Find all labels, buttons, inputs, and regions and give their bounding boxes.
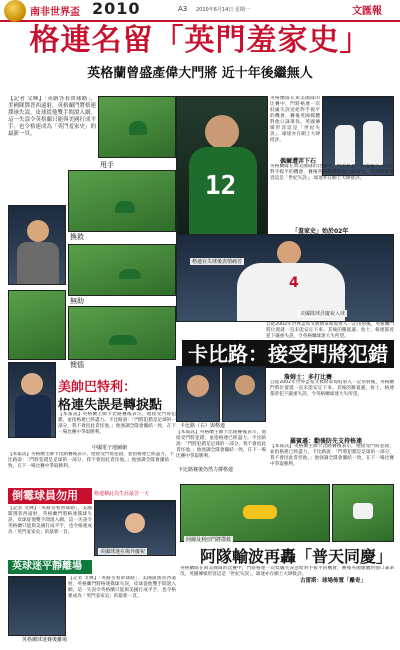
field-photo bbox=[8, 290, 66, 360]
match-photo-right bbox=[332, 484, 394, 542]
fan-face-icon bbox=[125, 513, 145, 533]
celebration-photo bbox=[176, 234, 394, 322]
right-block-text: 英格蘭隊在與美國隊的比賽中，門將格連一次低級失誤送給對手扳平的機會，賽後英國媒體對他口誅筆伐。英國傳媒形容這是「世紀失誤」，球迷亦在網上大肆批評。 bbox=[270, 164, 394, 181]
newspaper-brand: 文匯報 bbox=[352, 6, 382, 17]
player-figure-icon bbox=[335, 125, 355, 165]
celebration-caption: 美國隊球員慶祝入球 bbox=[300, 311, 346, 317]
coach-photo bbox=[8, 362, 56, 438]
right-column-text-3: 【本報訊】英格蘭主帥卡比路賽後表示，他接受門將犯錯，並指格連已經盡力。卡比路說：「門將犯錯是足球的一部分，我不會因此責怪他。」他強調全隊會團結一致，在下一場比賽中爭取勝利。 bbox=[270, 444, 394, 467]
subheadline: 英格蘭曾盛產偉大門將 近十年後繼無人 bbox=[87, 66, 313, 81]
mid-banner: 羅賓遜：勸後防先支持格連 bbox=[290, 438, 363, 445]
headline-2: 卡比路：接受門將犯錯 bbox=[188, 342, 388, 366]
sequence-caption-4: 懊惱 bbox=[70, 361, 84, 369]
section-year: 2010 bbox=[92, 0, 141, 18]
page-number: A3 bbox=[178, 5, 188, 13]
right-column-text-2: 自從2002年世界盃希文被朗拿甸奴射入一記吊射後，英格蘭門將位置就一直未能安定下來。其後的羅賓遜、詹士、格連都曾犯下嚴重失誤，令英格蘭球迷大失所望。 bbox=[270, 380, 394, 397]
right-column-text: 英格蘭隊在與美國隊的比賽中，門將格連一次低級失誤送給對手扳平的機會，賽後英國媒體對他口誅筆伐。英國傳媒形容這是「世紀失誤」，球迷亦在網上大肆批評。 bbox=[270, 96, 320, 143]
keeper-portrait-photo bbox=[8, 205, 66, 285]
left-middle-text: 【本報訊】英格蘭主帥卡比路賽後表示，他接受門將犯錯，並指格連已經盡力。卡比路說：「門將犯錯是足球的一部分，我不會因此責怪他。」他強調全隊會團結一致，在下一場比賽中爭取勝利。 bbox=[8, 452, 174, 469]
capello-caption-1: 卡比路（右）與格連 bbox=[180, 423, 226, 429]
right-section-text: 自從2002年世界盃希文被朗拿甸奴射入一記吊射後，英格蘭門將位置就一直未能安定下來。其後的羅賓遜、詹士、格連都曾犯下嚴重失誤，令英格蘭球迷大失所望。 bbox=[266, 322, 394, 339]
keeper-head-icon bbox=[205, 115, 239, 149]
headline-2-band bbox=[182, 340, 394, 368]
jersey-icon bbox=[17, 242, 59, 285]
bottom-photo-caption: 阿爾及利亞門將撲救 bbox=[186, 537, 232, 543]
capello-photo bbox=[176, 366, 220, 422]
fans-caption: 英格蘭球迷賽後離場 bbox=[22, 637, 68, 643]
red-banner-side: 格連稱此為生涯最苦一天 bbox=[94, 491, 150, 497]
player-number: 4 bbox=[289, 275, 299, 291]
red-banner-text: 【記者 文輝】「英路答看帶球路」，美國隊鄧普西遠射，英格蘭門將格連撲球失誤，皮球從他雙手間滾入網。這一失誤令英格蘭只能與美國打成平手，也令格連成為「英門羞家史」的最新一頁。 bbox=[8, 506, 92, 535]
fans-photo bbox=[8, 576, 66, 636]
sequence-photo-3 bbox=[68, 244, 176, 296]
keeper-dive-icon bbox=[243, 505, 277, 519]
red-banner: 倒霉球員勿用 bbox=[8, 488, 92, 504]
right-subtitle-2: 詹姆士：多打比賽 bbox=[284, 374, 333, 381]
capello-face-icon bbox=[187, 375, 209, 397]
capello-photo-2 bbox=[222, 366, 266, 422]
keeper-figure-icon bbox=[109, 335, 137, 345]
world-cup-logo-icon bbox=[4, 0, 26, 22]
sequence-caption-1: 甩手 bbox=[100, 161, 114, 169]
sequence-photo-4 bbox=[68, 306, 176, 360]
mid-photo-caption: 格連在失球後表情痛苦 bbox=[192, 259, 243, 265]
sequence-photo-2 bbox=[68, 170, 176, 232]
keeper-number: 12 bbox=[205, 171, 237, 201]
keeper-figure-icon bbox=[129, 121, 147, 135]
bottom-headline: 阿隊輸波再轟「普天同慶」 bbox=[200, 547, 393, 566]
capello-face-icon bbox=[235, 375, 255, 395]
sequence-caption-2: 換救 bbox=[70, 233, 84, 241]
capello-text: 【本報訊】英格蘭主帥卡比路賽後表示，他接受門將犯錯，並指格連已經盡力。卡比路說：「門將犯錯是足球的一部分，我不會因此責怪他。」他強調全隊會團結一致，在下一場比賽中爭取勝利。 bbox=[176, 430, 266, 459]
coach-text: 【本報訊】英格蘭主帥卡比路賽後表示，他接受門將犯錯，並指格連已經盡力。卡比路說：「門將犯錯是足球的一部分，我不會因此責怪他。」他強調全隊會團結一致，在下一場比賽中爭取勝利。 bbox=[58, 412, 176, 435]
coach-jacket-icon bbox=[15, 395, 51, 438]
keeper-figure-icon bbox=[119, 269, 141, 279]
player-head-icon bbox=[277, 241, 301, 265]
right-section-title: 「羞家史」始於02年 bbox=[292, 228, 349, 235]
sequence-photo-1 bbox=[98, 96, 176, 158]
sequence-caption-3: 無助 bbox=[70, 297, 84, 305]
coach-caption: 中國電子地圖網 bbox=[92, 445, 128, 451]
capello-caption-2: 卡比路賽後仍然力撐格連 bbox=[178, 467, 234, 473]
green-banner-text: 【記者 文輝】「英路答看帶球路」，美國隊鄧普西遠射，英格蘭門將格連撲球失誤，皮球從他雙手間滾入網。這一失誤令英格蘭只能與美國打成平手，也令格連成為「英門羞家史」的最新一頁。 bbox=[68, 576, 176, 599]
bottom-right-caption: 古雷斯：球場佈置「離奇」 bbox=[300, 578, 367, 584]
fan-caption: 美國球迷在場外慶祝 bbox=[100, 549, 146, 555]
bottom-text: 英格蘭隊在與美國隊的比賽中，門將格連一次低級失誤送給對手扳平的機會，賽後英國媒體對他口誅筆伐。英國傳媒形容這是「世紀失誤」，球迷亦在網上大肆批評。 bbox=[180, 566, 394, 577]
coach-face-icon bbox=[21, 373, 43, 395]
green-banner: 英球迷平靜離場 bbox=[8, 560, 92, 574]
player-figure-icon bbox=[363, 121, 383, 165]
coach-headline-1: 美帥巴特利： bbox=[58, 380, 137, 395]
player-figure-icon bbox=[353, 503, 373, 519]
keeper-figure-icon bbox=[115, 201, 135, 213]
section-label: 南非世界盃 bbox=[30, 7, 80, 18]
right-block-title: 偶爾遭弄下石 bbox=[280, 158, 317, 165]
face-icon bbox=[27, 220, 49, 242]
algeria-keeper-photo bbox=[180, 484, 330, 542]
coach-headline-2: 格連失誤是轉捩點 bbox=[58, 398, 163, 413]
issue-date: 2010年6月14日 星期一 bbox=[196, 7, 250, 13]
intro-paragraph: 【記者 文輝】「英路答看帶球路」，美國隊鄧普西遠射，英格蘭門將格連撲球失誤，皮球從他雙手間滾入網。這一失誤令英格蘭只能與美國打成平手，也令格連成為「英門羞家史」的最新一頁。 bbox=[8, 96, 96, 137]
main-headline: 格連名留「英門羞家史」 bbox=[29, 23, 371, 58]
